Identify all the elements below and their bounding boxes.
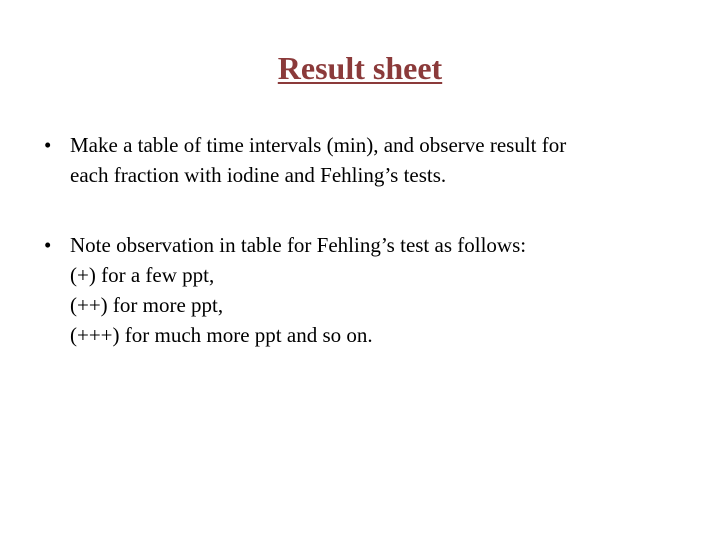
bullet-list [44, 130, 704, 350]
bullet-text-line: Note observation in table for Fehling’s test as follows: [70, 233, 527, 257]
bullet-text-line: Make a table of time intervals (min), and observe result for [70, 133, 567, 157]
slide-title [0, 49, 720, 87]
slide-title-text: Result sheet [277, 50, 443, 86]
bullet-item-fehling-notation [44, 230, 704, 350]
notation-line-more-ppt: (++) for more ppt, [70, 293, 224, 317]
bullet-text-line: each fraction with iodine and Fehling’s tests. [70, 163, 447, 187]
bullet-marker: • [44, 133, 52, 157]
notation-line-few-ppt: (+) for a few ppt, [70, 263, 215, 287]
notation-line-much-more-ppt: (+++) for much more ppt and so on. [70, 323, 373, 347]
bullet-item-table-instructions [44, 130, 704, 190]
bullet-marker: • [44, 233, 52, 257]
